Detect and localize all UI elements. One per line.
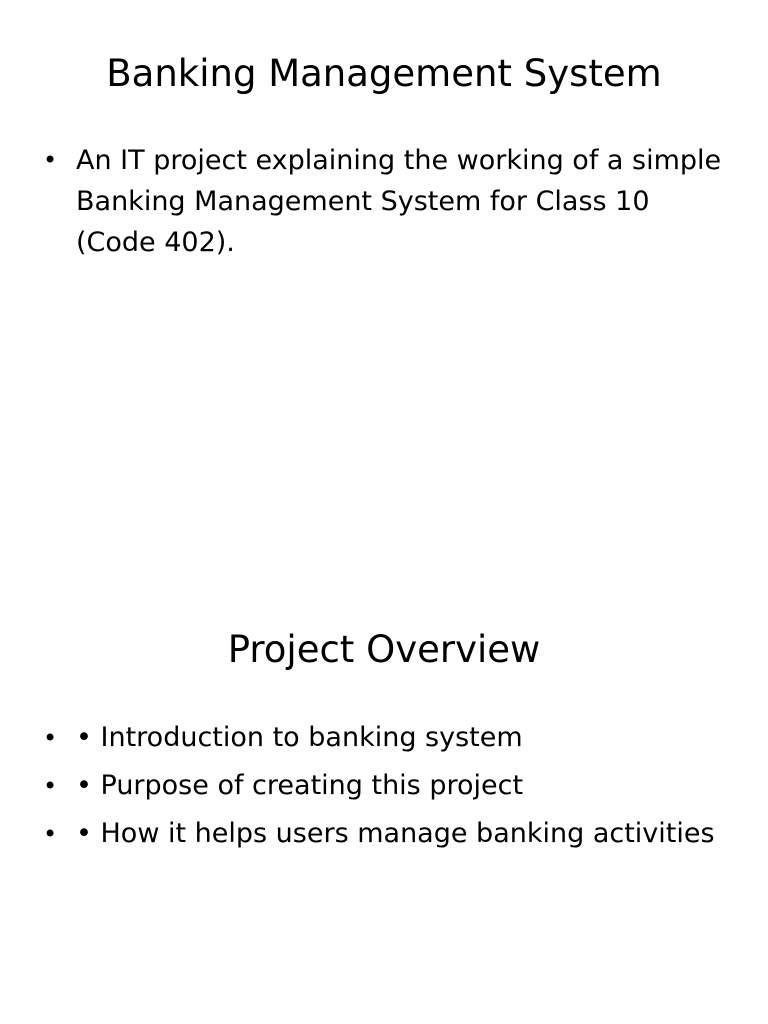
bullet-item [40,714,730,762]
slide-title: Banking Management System [106,52,662,95]
bullet-text: • How it helps users manage banking activities [76,818,715,849]
bullet-text: An IT project explaining the working of a simple Banking Management System for Class 10 (Code 402). [76,145,722,258]
bullet-dot-icon: • [43,820,58,848]
bullet-dot-icon: • [43,724,58,752]
bullet-dot-icon: • [43,772,58,800]
bullet-item [40,762,730,810]
bullet-text: • Introduction to banking system [76,722,523,753]
slide-2 [0,576,768,1024]
slide-title: Project Overview [227,628,541,671]
bullet-item [40,810,730,858]
bullet-text: • Purpose of creating this project [76,770,524,801]
bullet-list [40,140,730,263]
bullet-list [40,714,730,858]
bullet-item [40,140,730,263]
bullet-dot-icon: • [43,146,58,174]
